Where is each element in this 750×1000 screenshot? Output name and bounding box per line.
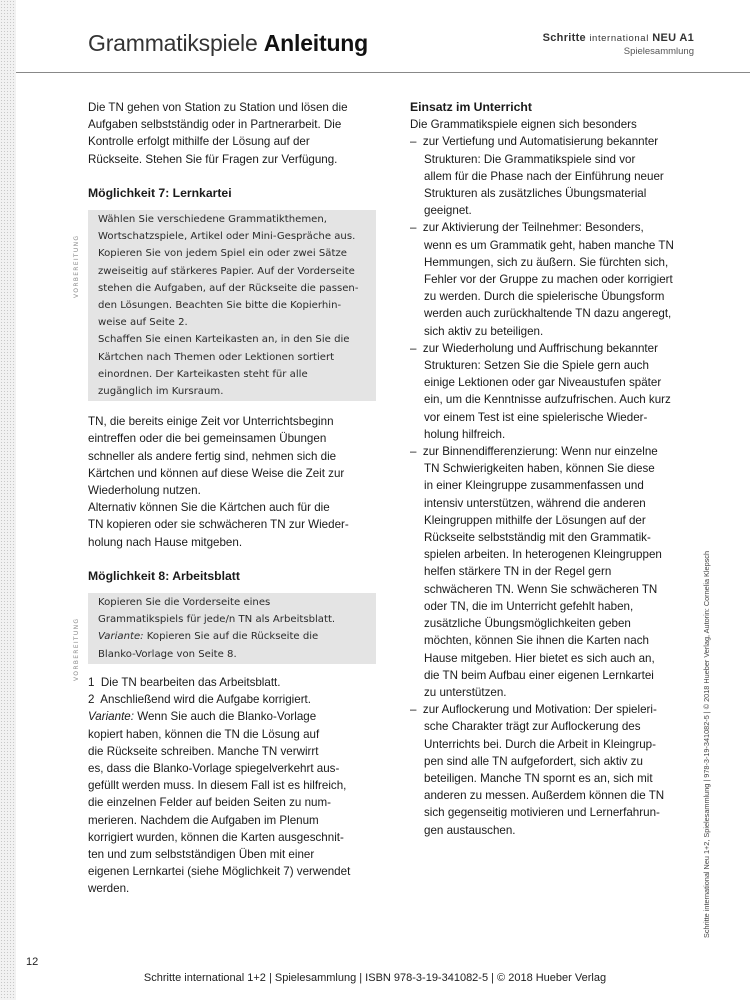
paragraph-lernkartei: TN, die bereits einige Zeit vor Unterrichtsbeginn eintreffen oder die bei gemeinsamen Übungen schneller als andere fertig sind, nehmen sich die Kärtchen und können auf diese Weise die Zeit zur Wiederholung nutzen. Alternativ können Sie die Kärtchen auch für die TN kopieren oder sie schwächeren TN zur Wieder- holung nach Hause mitgeben. <box>88 415 349 549</box>
series-level: NEU A1 <box>652 32 694 44</box>
list-item-wiederholung: – zur Wiederholung und Auffrischung bekannter Strukturen: Setzen Sie die Spiele gern auch einige Lektionen oder gar Niveaustufen später ein, um die Kenntnisse aufzufrischen. Auch kurz vor einem Test ist eine spielerische Wieder- holung hilfreich. <box>410 341 671 441</box>
page-title-light: Grammatikspiele <box>88 30 258 56</box>
left-column <box>73 99 376 898</box>
intro-paragraph: Die TN gehen von Station zu Station und lösen die Aufgaben selbstständig oder in Partnerarbeit. Die Kontrolle erfolgt mithilfe der Lösung auf der Rückseite. Stehen Sie für Fragen zur Verfügung. <box>88 101 348 166</box>
right-column <box>410 99 702 839</box>
series-intl: international <box>589 33 649 44</box>
heading-moeglichkeit-8: Möglichkeit 8: Arbeitsblatt <box>88 568 240 583</box>
footer-copyright: Schritte international 1+2 | Spielesammlung | ISBN 978-3-19-341082-5 | © 2018 Hueber Verlag <box>143 972 607 984</box>
page-title-bold: Anleitung <box>263 30 368 56</box>
variante-paragraph: Variante: Wenn Sie auch die Blanko-Vorlage kopiert haben, können die TN die Lösung auf die Rückseite schreiben. Manche TN verwirrt es, dass die Blanko-Vorlage spiegelverkehrt aus- gefüllt werden muss. In diesem Fall ist es hilfreich, die einzelnen Felder auf beiden Seiten zu num- merieren. Nachdem die Aufgaben im Plenum korrigiert wurden, können die Karten ausgeschnit- ten und zum selbstständigen Üben mit einer eigenen Lernkartei (siehe Möglichkeit 7) verwendet werden. <box>88 710 351 896</box>
series-name: Schritte <box>542 32 586 44</box>
list-item-auflockerung: – zur Auflockerung und Motivation: Der spieleri- sche Charakter trägt zur Auflockerung des Unterrichts bei. Durch die Arbeit in Kleingrup- pen sind alle TN aufgefordert, sich aktiv zu beteiligen. Manche TN spornt es an, sich mit anderen zu messen. Außerdem können die TN sich gegenseitig motivieren und Lernerfahrun- gen austauschen. <box>410 703 665 837</box>
list-item-aktivierung: – zur Aktivierung der Teilnehmer: Besonders, wenn es um Grammatik geht, haben manche TN Hemmungen, sich zu äußern. Sie fürchten sich, Fehler vor der Gruppe zu machen oder korrigiert zu werden. Durch die spielerische Übungsform werden auch zurückhaltende TN dazu angeregt, sich aktiv zu beteiligen. <box>410 221 674 338</box>
einsatz-intro: Die Grammatikspiele eignen sich besonders <box>410 118 637 132</box>
page-number: 12 <box>26 956 39 968</box>
step-1: 1 Die TN bearbeiten das Arbeitsblatt. <box>88 675 281 689</box>
preparation-box-8: VORBEREITUNG Kopieren Sie die Vorderseite eines Grammatikspiels für jede/n TN als Arbeitsblatt. Variante: Kopieren Sie auf die Rückseite die Blanko-Vorlage von Seite 8. <box>88 593 376 664</box>
series-subtitle: Spielesammlung <box>623 46 694 57</box>
vertical-label-preparation: VORBEREITUNG <box>73 617 80 682</box>
header-divider <box>16 72 750 73</box>
heading-moeglichkeit-7: Möglichkeit 7: Lernkartei <box>88 185 232 200</box>
preparation-box-7: VORBEREITUNG Wählen Sie verschiedene Grammatikthemen, Wortschatzspiele, Artikel oder Mini-Gespräche aus. Kopieren Sie von jedem Spiel ein oder zwei Sätze zweiseitig auf stärkeres Papier. Auf der Vorderseite stehen die Aufgaben, auf der Rückseite die passen- den Lösungen. Beachten Sie bitte die Kopierhin- weise auf Seite 2. Schaffen Sie einen Karteikasten an, in den Sie die Kärtchen nach Themen oder Lektionen sortiert einordnen. Der Karteikasten steht für alle zugänglich im Kursraum. <box>88 210 376 401</box>
page-title <box>88 30 368 57</box>
page-edge-strip <box>0 0 16 1000</box>
series-label <box>543 32 694 58</box>
heading-einsatz: Einsatz im Unterricht <box>410 100 532 114</box>
step-2: 2 Anschließend wird die Aufgabe korrigiert. <box>88 693 311 707</box>
vertical-copyright-credit: Schritte international Neu 1+2, Spielesammlung | 978-3-19-341082-5 | © 2018 Hueber Verlag, Autorin: Cornelia Klepsch <box>702 550 711 938</box>
list-item-binnendifferenzierung: – zur Binnendifferenzierung: Wenn nur einzelne TN Schwierigkeiten haben, können Sie diese in einer Kleingruppe zusammenfassen und intensiv unterstützen, während die anderen Kleingruppen mithilfe der Lösungen auf der Rückseite selbstständig mit den Grammatik- spielen arbeiten. In heterogenen Kleingruppen helfen stärkere TN in der Regel gern schwächeren TN. Wenn Sie schwächeren TN oder TN, die im Unterricht gefehlt haben, zusätzliche Übungsmöglichkeiten geben möchten, können Sie ihnen die Karten nach Hause mitgeben. Hier bietet es sich auch an, die TN beim Aufbau einer eigenen Lernkartei zu unterstützen. <box>410 445 662 699</box>
vertical-label-preparation: VORBEREITUNG <box>73 234 80 299</box>
list-item-vertiefung: – zur Vertiefung und Automatisierung bekannter Strukturen: Die Grammatikspiele sind vor allem für die Phase nach der Einführung neuer Strukturen als zusätzliches Übungsmaterial geeignet. <box>410 135 664 218</box>
